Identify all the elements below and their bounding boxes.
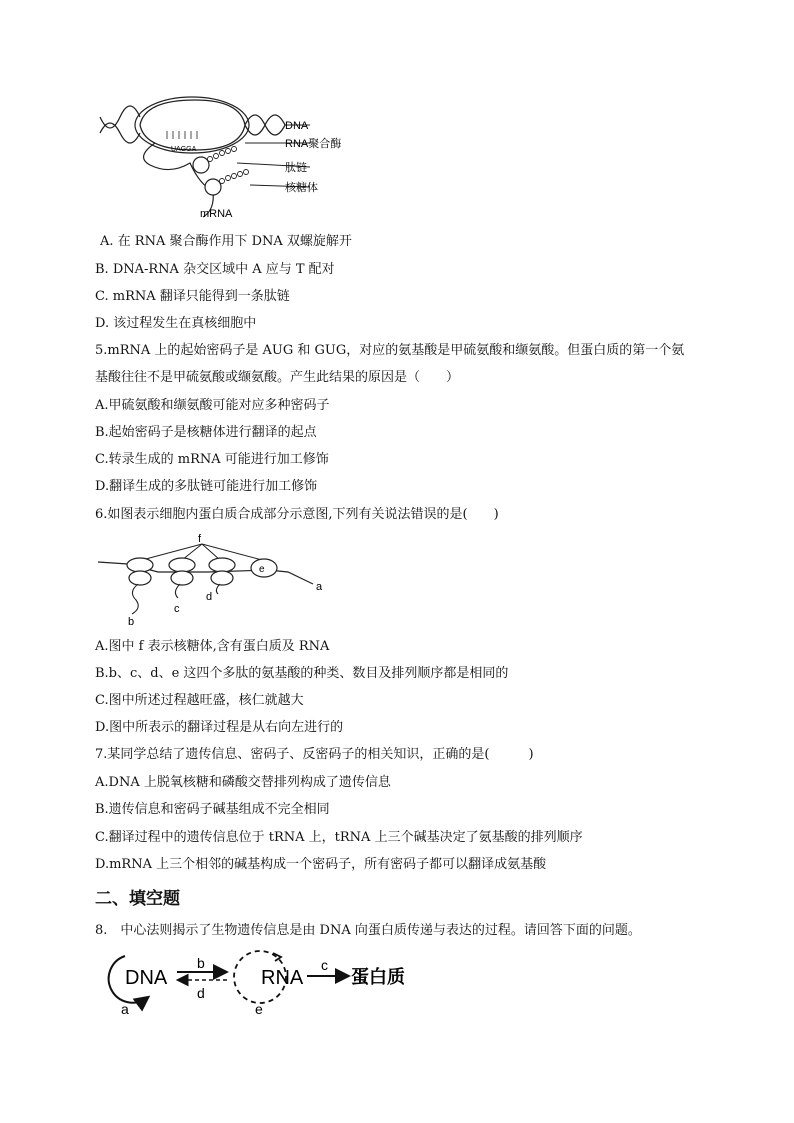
figure-transcription-translation — [95, 95, 365, 225]
q7-option-c: C.翻译过程中的遗传信息位于 tRNA 上，tRNA 上三个碱基决定了氨基酸的排列顺序 — [95, 830, 583, 845]
label-dna-cd: DNA — [125, 967, 168, 989]
label-cd-c: c — [321, 957, 328, 973]
label-peptide: 肽链 — [285, 162, 307, 174]
q6-stem: 6.如图表示细胞内蛋白质合成部分示意图,下列有关说法错误的是( ) — [95, 507, 499, 522]
label-ribosome: 核糖体 — [285, 182, 318, 194]
label-dna: DNA — [285, 120, 309, 132]
label-cd-d: d — [197, 985, 205, 1001]
q5-option-c: C.转录生成的 mRNA 可能进行加工修饰 — [95, 452, 329, 467]
label-c: c — [174, 603, 180, 615]
section-title-fill-in: 二、填空题 — [95, 889, 180, 909]
label-cd-a: a — [121, 1001, 129, 1017]
q4-option-b: B. DNA-RNA 杂交区域中 A 应与 T 配对 — [95, 262, 335, 277]
q4-option-a: A. 在 RNA 聚合酶作用下 DNA 双螺旋解开 — [100, 234, 352, 249]
label-protein: 蛋白质 — [351, 967, 405, 987]
label-a: a — [316, 581, 323, 593]
figure-central-dogma — [95, 948, 425, 1018]
q4-option-d: D. 该过程发生在真核细胞中 — [95, 316, 257, 331]
q6-option-c: C.图中所述过程越旺盛，核仁就越大 — [95, 693, 304, 708]
q6-option-d: D.图中所表示的翻译过程是从右向左进行的 — [95, 720, 344, 735]
label-f: f — [198, 533, 202, 545]
label-d: d — [206, 591, 213, 603]
label-rna-polymerase: RNA聚合酶 — [285, 138, 342, 150]
q7-option-b: B.遗传信息和密码子碱基组成不完全相同 — [95, 802, 330, 817]
q4-option-c: C. mRNA 翻译只能得到一条肽链 — [95, 289, 290, 304]
q5-stem-line1: 5.mRNA 上的起始密码子是 AUG 和 GUG，对应的氨基酸是甲硫氨酸和缬氨酸。但蛋白质的第一个氨 — [95, 343, 685, 358]
q5-option-d: D.翻译生成的多肽链可能进行加工修饰 — [95, 479, 318, 494]
q6-option-a: A.图中 f 表示核糖体,含有蛋白质及 RNA — [95, 639, 330, 654]
q5-option-b: B.起始密码子是核糖体进行翻译的起点 — [95, 425, 317, 440]
figure-polysome — [98, 532, 338, 627]
q6-option-b: B.b、c、d、e 这四个多肽的氨基酸的种类、数目及排列顺序都是相同的 — [95, 666, 509, 681]
sequence-label: UAGGA — [171, 146, 197, 153]
q5-option-a: A.甲硫氨酸和缬氨酸可能对应多种密码子 — [95, 398, 330, 413]
label-b: b — [128, 616, 135, 627]
q7-stem: 7.某同学总结了遗传信息、密码子、反密码子的相关知识，正确的是( ) — [95, 747, 534, 762]
label-e: e — [259, 564, 265, 575]
label-mrna: mRNA — [200, 208, 233, 220]
label-rna-cd: RNA — [261, 967, 304, 989]
q5-stem-line2: 基酸往往不是甲硫氨酸或缬氨酸。产生此结果的原因是（ ） — [95, 370, 460, 385]
q8-stem: 8. 中心法则揭示了生物遗传信息是由 DNA 向蛋白质传递与表达的过程。请回答下面的问题。 — [95, 923, 641, 938]
q7-option-d: D.mRNA 上三个相邻的碱基构成一个密码子，所有密码子都可以翻译成氨基酸 — [95, 857, 547, 872]
q7-option-a: A.DNA 上脱氧核糖和磷酸交替排列构成了遗传信息 — [95, 775, 391, 790]
label-cd-e: e — [255, 1001, 263, 1017]
label-cd-b: b — [197, 955, 205, 971]
